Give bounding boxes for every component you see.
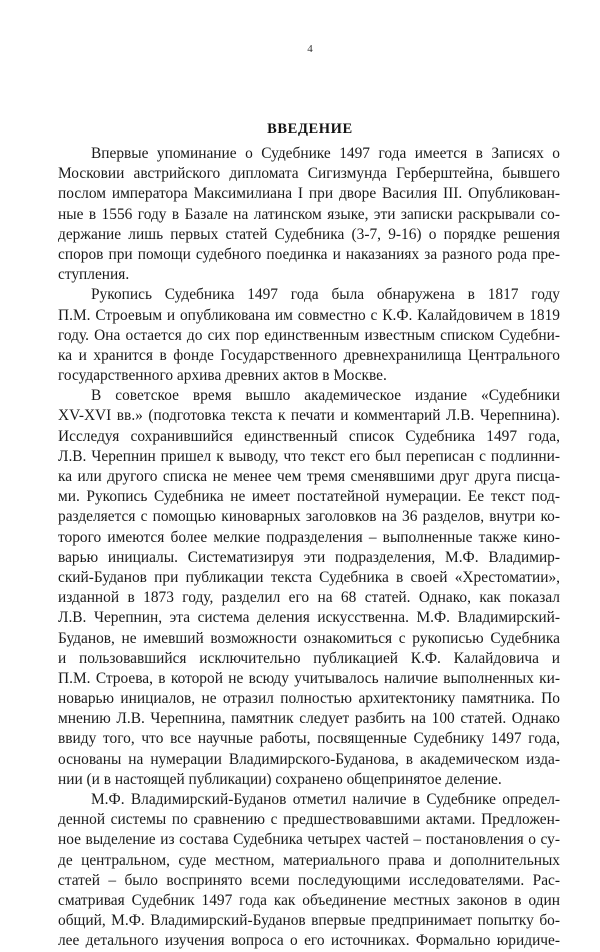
text-line: разделяется с помощью киноварных заголовков на 36 разделов, внутри ко- (58, 508, 560, 526)
text-line: В советское время вышло академическое издание «Судебники (91, 387, 560, 405)
text-line: основаны на нумерации Владимирского-Буданова, в академическом изда- (58, 750, 560, 768)
text-line: торого имеются более мелкие подразделения – выполненные также кино- (58, 528, 560, 546)
text-line: новарью инициалов, не отразил полностью архитектонику памятника. По (58, 690, 560, 708)
text-line: ввиду того, что все научные работы, посвященные Судебнику 1497 года, (58, 730, 560, 748)
paragraph (58, 790, 560, 952)
paragraph (58, 285, 560, 386)
text-line: ми. Рукопись Судебника не имеет постатейной нумерации. Ее текст под- (58, 488, 560, 506)
text-line: де центральном, суде местном, материального права и дополнительных (58, 851, 560, 869)
text-line: нии (и в настоящей публикации) сохранено общепринятое деление. (58, 770, 502, 788)
text-line: лее детального изучения вопроса о его источниках. Формально юридиче- (58, 932, 560, 950)
paragraph (58, 144, 560, 285)
text-line: послом императора Максимилиана I при дворе Василия III. Опубликован- (58, 185, 560, 203)
text-line: Исследуя сохранившийся единственный список Судебника 1497 года, (58, 427, 560, 445)
text-line: П.М. Строева, в которой не всюду учитывалось наличие выполненных ки- (58, 669, 560, 687)
text-line: П.М. Строевым и опубликована им совместно с К.Ф. Калайдовичем в 1819 (58, 306, 560, 324)
text-line: Л.В. Черепнин пришел к выводу, что текст его был переписан с подлинни- (58, 447, 560, 465)
text-line: Московии австрийского дипломата Сигизмунда Герберштейна, бывшего (58, 165, 560, 183)
section-heading: ВВЕДЕНИЕ (267, 121, 353, 137)
text-line: держание лишь первых статей Судебника (3-7, 9-16) о порядке решения (58, 225, 560, 243)
text-line: общий, М.Ф. Владимирский-Буданов впервые предпринимает попытку бо- (58, 912, 560, 930)
text-line: Л.В. Черепнин, эта система деления искусственна. М.Ф. Владимирский- (58, 609, 560, 627)
text-line: варью инициалы. Систематизируя эти подразделения, М.Ф. Владимир- (58, 548, 560, 566)
body-text (58, 144, 560, 952)
text-line: споров при помощи судебного поединка и наказаниях за разного рода пре- (58, 245, 560, 263)
paragraph (58, 386, 560, 790)
text-line: мнению Л.В. Черепнина, памятник следует разбить на 100 статей. Однако (58, 710, 560, 728)
text-line: М.Ф. Владимирский-Буданов отметил наличие в Судебнике определ- (91, 791, 560, 808)
text-line: Буданов, не имевший возможности ознакомиться с рукописью Судебника (58, 629, 560, 647)
text-line: году. Она остается до сих пор единственным известным списком Судебни- (58, 326, 560, 344)
text-line: сматривая Судебник 1497 года как объединение местных законов в один (58, 891, 560, 909)
text-line: ский-Буданов при публикации текста Судебника в своей «Хрестоматии», (58, 568, 560, 586)
text-line: XV-XVI вв.» (подготовка текста к печати и комментарий Л.В. Черепнина). (58, 407, 560, 425)
text-line: изданной в 1873 году, разделил его на 68 статей. Однако, как показал (58, 589, 560, 607)
page-number: 4 (307, 43, 313, 55)
text-line: ступления. (58, 266, 130, 284)
text-line: ные в 1556 году в Базале на латинском языке, эти записки раскрывали со- (58, 205, 560, 223)
text-line: Рукопись Судебника 1497 года была обнаружена в 1817 году (91, 286, 560, 304)
text-line: ка и хранится в фонде Государственного древнехранилища Центрального (58, 346, 560, 364)
text-line: и пользовавшийся исключительно публикацией К.Ф. Калайдовича и (58, 649, 560, 667)
text-line: ное выделение из состава Судебника четырех частей – постановления о су- (58, 831, 560, 849)
text-line: Впервые упоминание о Судебнике 1497 года имеется в Записях о (91, 145, 560, 162)
text-line: ка или другого списка не менее чем тремя сменявшими друг друга писца- (58, 468, 560, 485)
text-line: государственного архива древних актов в Москве. (58, 367, 387, 385)
text-line: денной системы по сравнению с предшествовавшими актами. Предложен- (58, 811, 560, 829)
text-line: статей – было воспринято всеми последующими исследователями. Рас- (58, 871, 560, 889)
